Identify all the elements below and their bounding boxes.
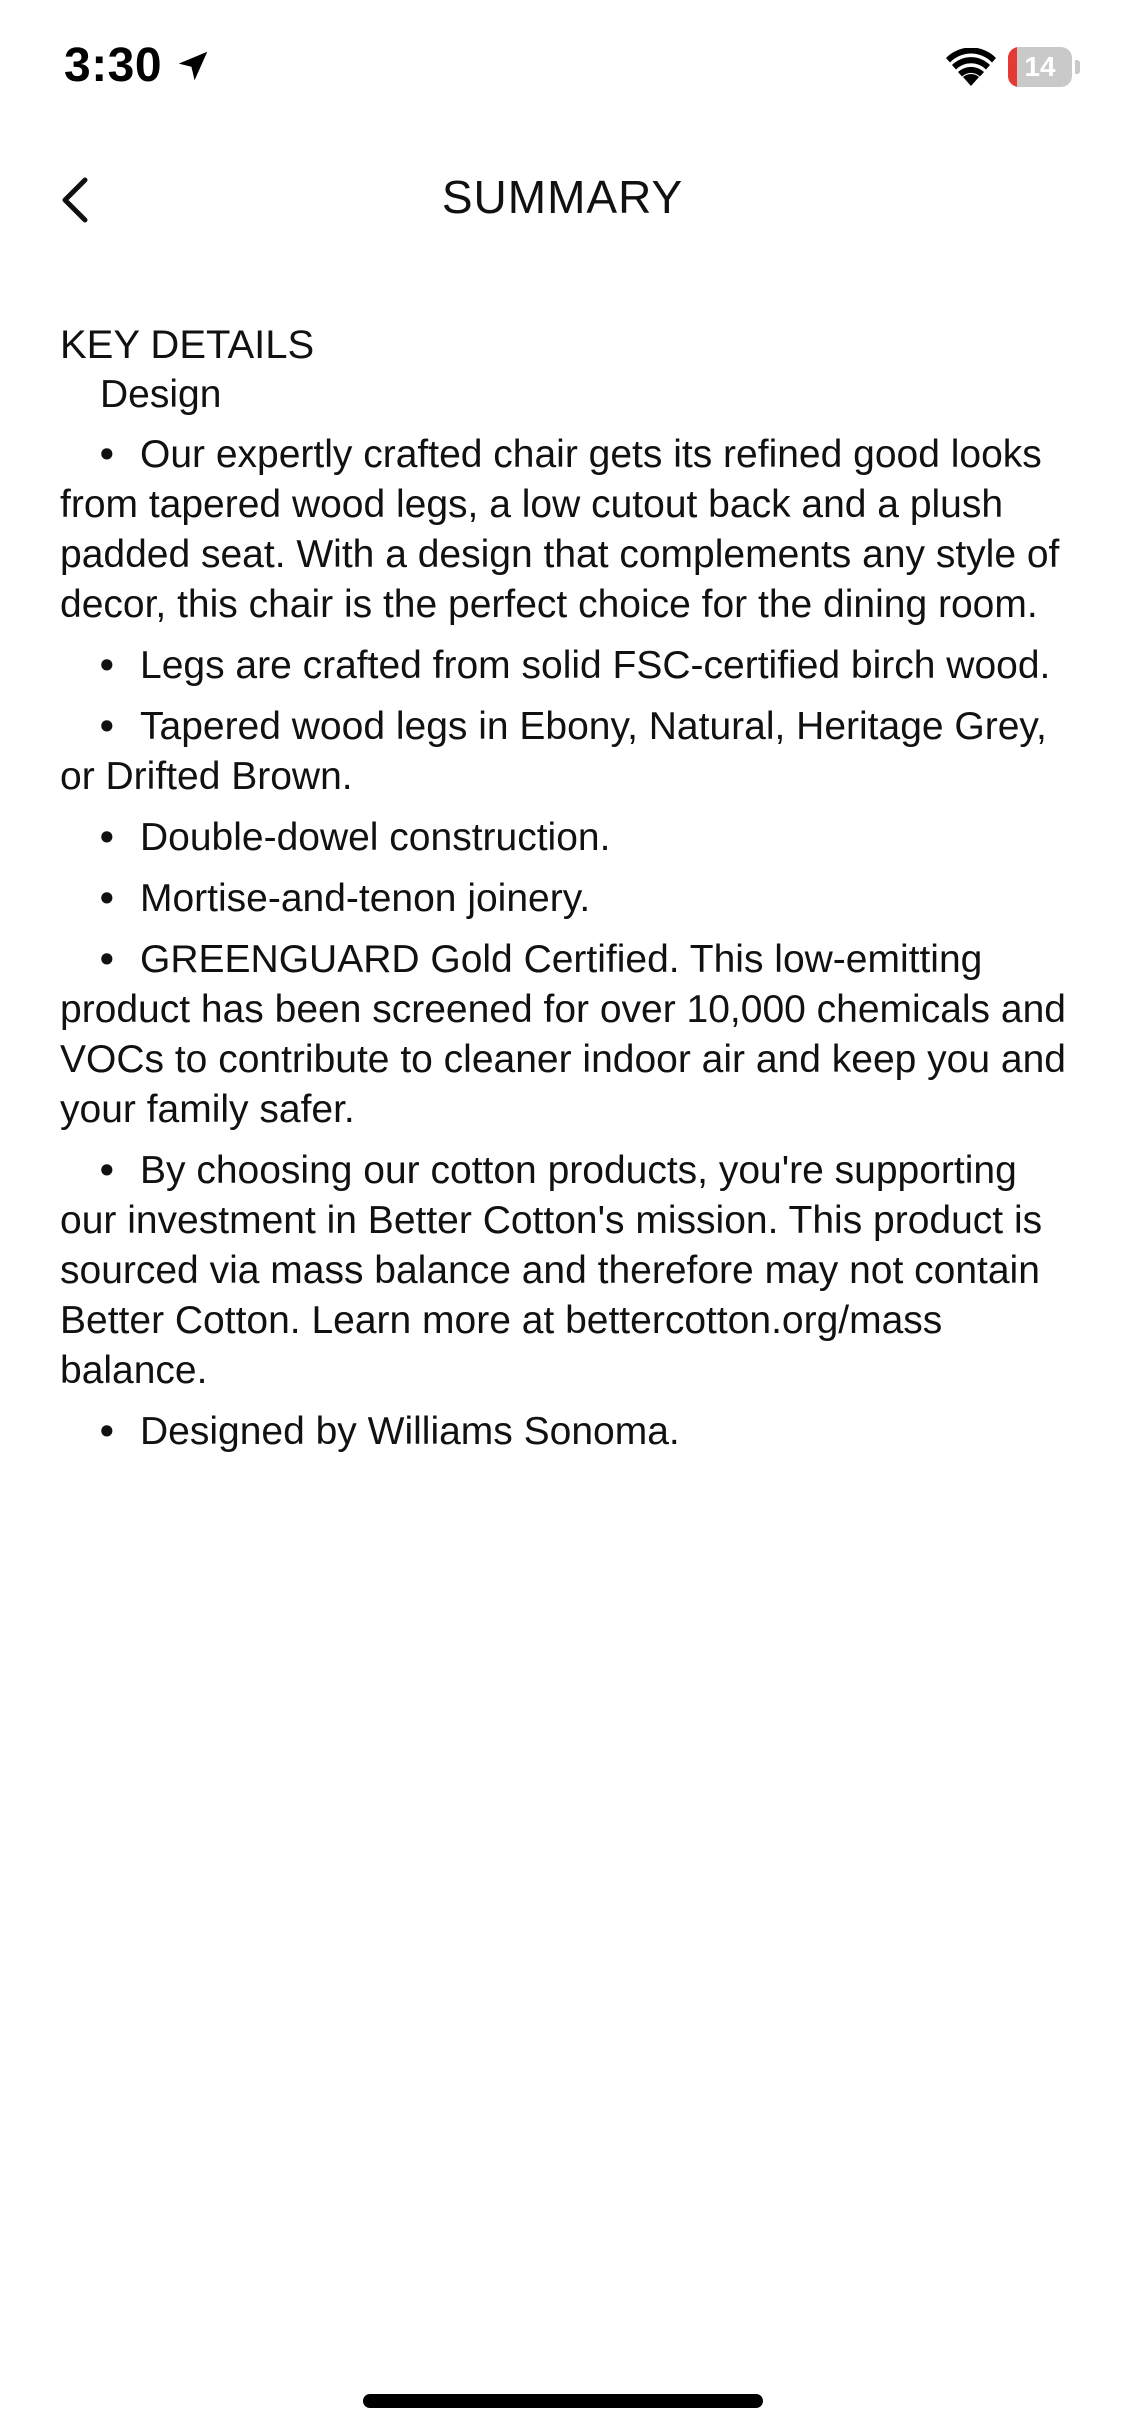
status-time-group — [64, 38, 212, 93]
battery-indicator — [1008, 47, 1080, 87]
section-heading: KEY DETAILS — [60, 323, 315, 367]
bullet-icon: • — [100, 1410, 114, 1453]
battery-body — [1008, 47, 1072, 87]
bullet-icon: • — [100, 705, 114, 748]
list-item — [60, 935, 1070, 1135]
location-arrow-icon — [174, 47, 212, 85]
list-item-text: Mortise-and-tenon joinery. — [140, 877, 591, 920]
list-item-text: Designed by Williams Sonoma. — [140, 1410, 680, 1453]
list-item — [60, 702, 1070, 802]
list-item — [60, 1407, 1070, 1457]
list-item-text: By choosing our cotton products, you're supporting our investment in Better Cotton's mission. This product is sourced via mass balance and therefore may not contain Better Cotton. Learn more at bettercotton.org/mass balance. — [60, 1149, 1043, 1392]
bullet-icon: • — [100, 644, 114, 687]
bullet-icon: • — [100, 1149, 114, 1192]
list-item-text: GREENGUARD Gold Certified. This low-emitting product has been screened for over 10,000 chemicals and VOCs to contribute to cleaner indoor air and keep you and your family safer. — [60, 938, 1066, 1131]
list-item-text: Tapered wood legs in Ebony, Natural, Heritage Grey, or Drifted Brown. — [60, 705, 1047, 798]
page-title: SUMMARY — [441, 171, 684, 223]
list-item-text: Double-dowel construction. — [140, 816, 611, 859]
subsection-heading: Design — [100, 373, 222, 416]
nav-bar — [0, 150, 1125, 250]
wifi-icon — [946, 48, 996, 86]
list-item-text: Legs are crafted from solid FSC-certified birch wood. — [140, 644, 1051, 687]
battery-level: 14 — [1024, 51, 1056, 82]
list-item — [60, 430, 1070, 630]
battery-cap — [1075, 60, 1080, 74]
list-item — [60, 1146, 1070, 1396]
list-item-text: Our expertly crafted chair gets its refined good looks from tapered wood legs, a low cutout back and a plush padded seat. With a design that complements any style of decor, this chair is the perfect choice for the dining room. — [60, 433, 1060, 626]
list-item — [60, 874, 1070, 924]
home-indicator[interactable] — [363, 2394, 763, 2408]
bullet-icon: • — [100, 433, 114, 476]
key-details-list — [60, 430, 1070, 1457]
bullet-icon: • — [100, 877, 114, 920]
list-item — [60, 813, 1070, 863]
list-item — [60, 641, 1070, 691]
summary-content — [60, 320, 1070, 1468]
status-time: 3:30 — [64, 39, 163, 92]
bullet-icon: • — [100, 816, 114, 859]
status-bar — [0, 0, 1125, 140]
bullet-icon: • — [100, 938, 114, 981]
